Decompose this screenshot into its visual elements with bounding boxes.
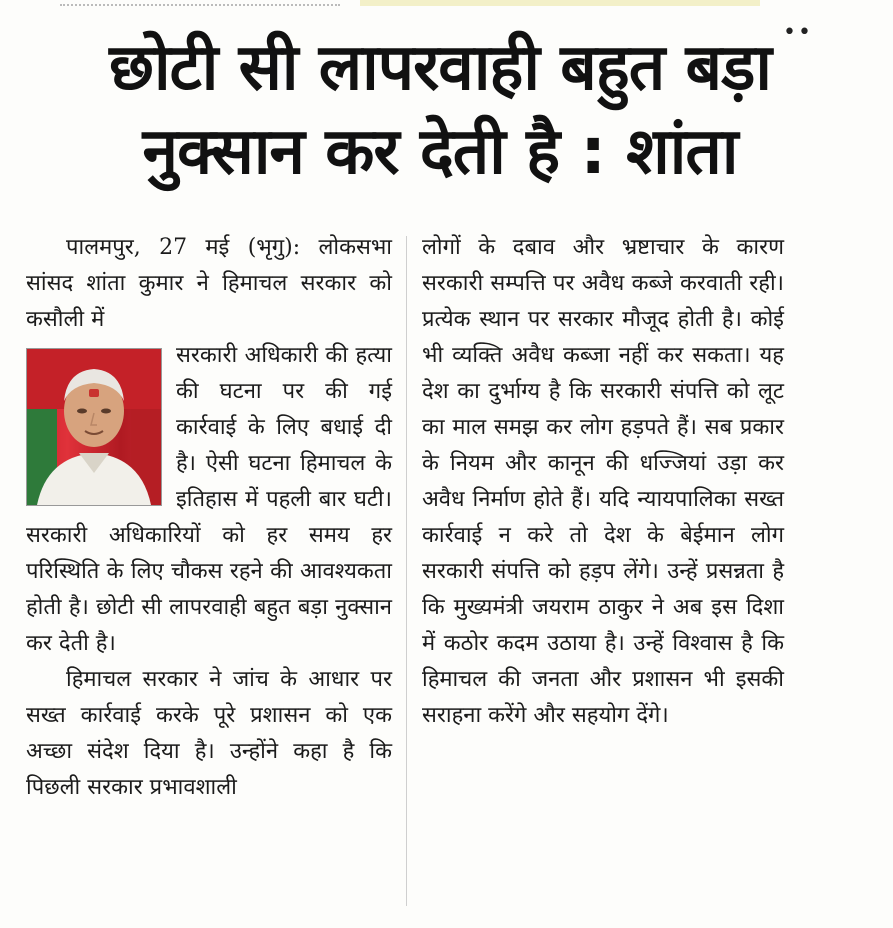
article-column-right (422, 230, 784, 734)
left-paragraph-1-intro: पालमपुर, 27 मई (भृगु): लोकसभा सांसद शांता कुमार ने हिमाचल सरकार को कसौली में (26, 235, 392, 332)
portrait-person-icon (27, 349, 161, 505)
left-paragraph-1-wrap: सरकारी अधिकारी की हत्या की घटना पर की गई कार्रवाई के लिए बधाई दी है। ऐसी घटना हिमाचल के इतिहास में पहली बार घटी। सरकारी अधिकारियों को हर समय हर परिस्थिति के लिए चौकस रहने की आवश्यकता होती है। छोटी सी लापरवाही बहुत बड़ा नुक्सान कर देती है। (26, 343, 392, 656)
faint-previous-text (60, 0, 340, 6)
left-paragraph-2: हिमाचल सरकार ने जांच के आधार पर सख्त कार्रवाई करके पूरे प्रशासन को एक अच्छा संदेश दिया है। उन्होंने कहा है कि पिछली सरकार प्रभावशाली (26, 667, 392, 800)
headline-line-1: छोटी सी लापरवाही बहुत बड़ा (109, 31, 771, 105)
column-divider (406, 236, 407, 906)
headline-line-2: नुक्सान कर देती है : शांता (142, 115, 738, 189)
article-headline (10, 26, 870, 194)
highlight-strip (360, 0, 760, 6)
corner-dots-icon: •• (783, 20, 813, 45)
article-column-left (26, 230, 392, 806)
top-edge-strip (0, 0, 893, 10)
portrait-photo (26, 348, 162, 506)
right-paragraph-1: लोगों के दबाव और भ्रष्टाचार के कारण सरकारी सम्पत्ति पर अवैध कब्जे करवाती रही। प्रत्येक स्थान पर सरकार मौजूद होती है। कोई भी व्यक्ति अवैध कब्जा नहीं कर सकता। यह देश का दुर्भाग्य है कि सरकारी संपत्ति को लूट का माल समझ कर लोग हड़पते हैं। सब प्रकार के नियम और कानून की धज्जियां उड़ा कर अवैध निर्माण होते हैं। यदि न्यायपालिका सख्त कार्रवाई न करे तो देश के बेईमान लोग सरकारी संपत्ति को हड़प लेंगे। उन्हें प्रसन्नता है कि मुख्यमंत्री जयराम ठाकुर ने अब इस दिशा में कठोर कदम उठाया है। उन्हें विश्वास है कि हिमाचल की जनता और प्रशासन भी इसकी सराहना करेंगे और सहयोग देंगे। (422, 235, 784, 728)
